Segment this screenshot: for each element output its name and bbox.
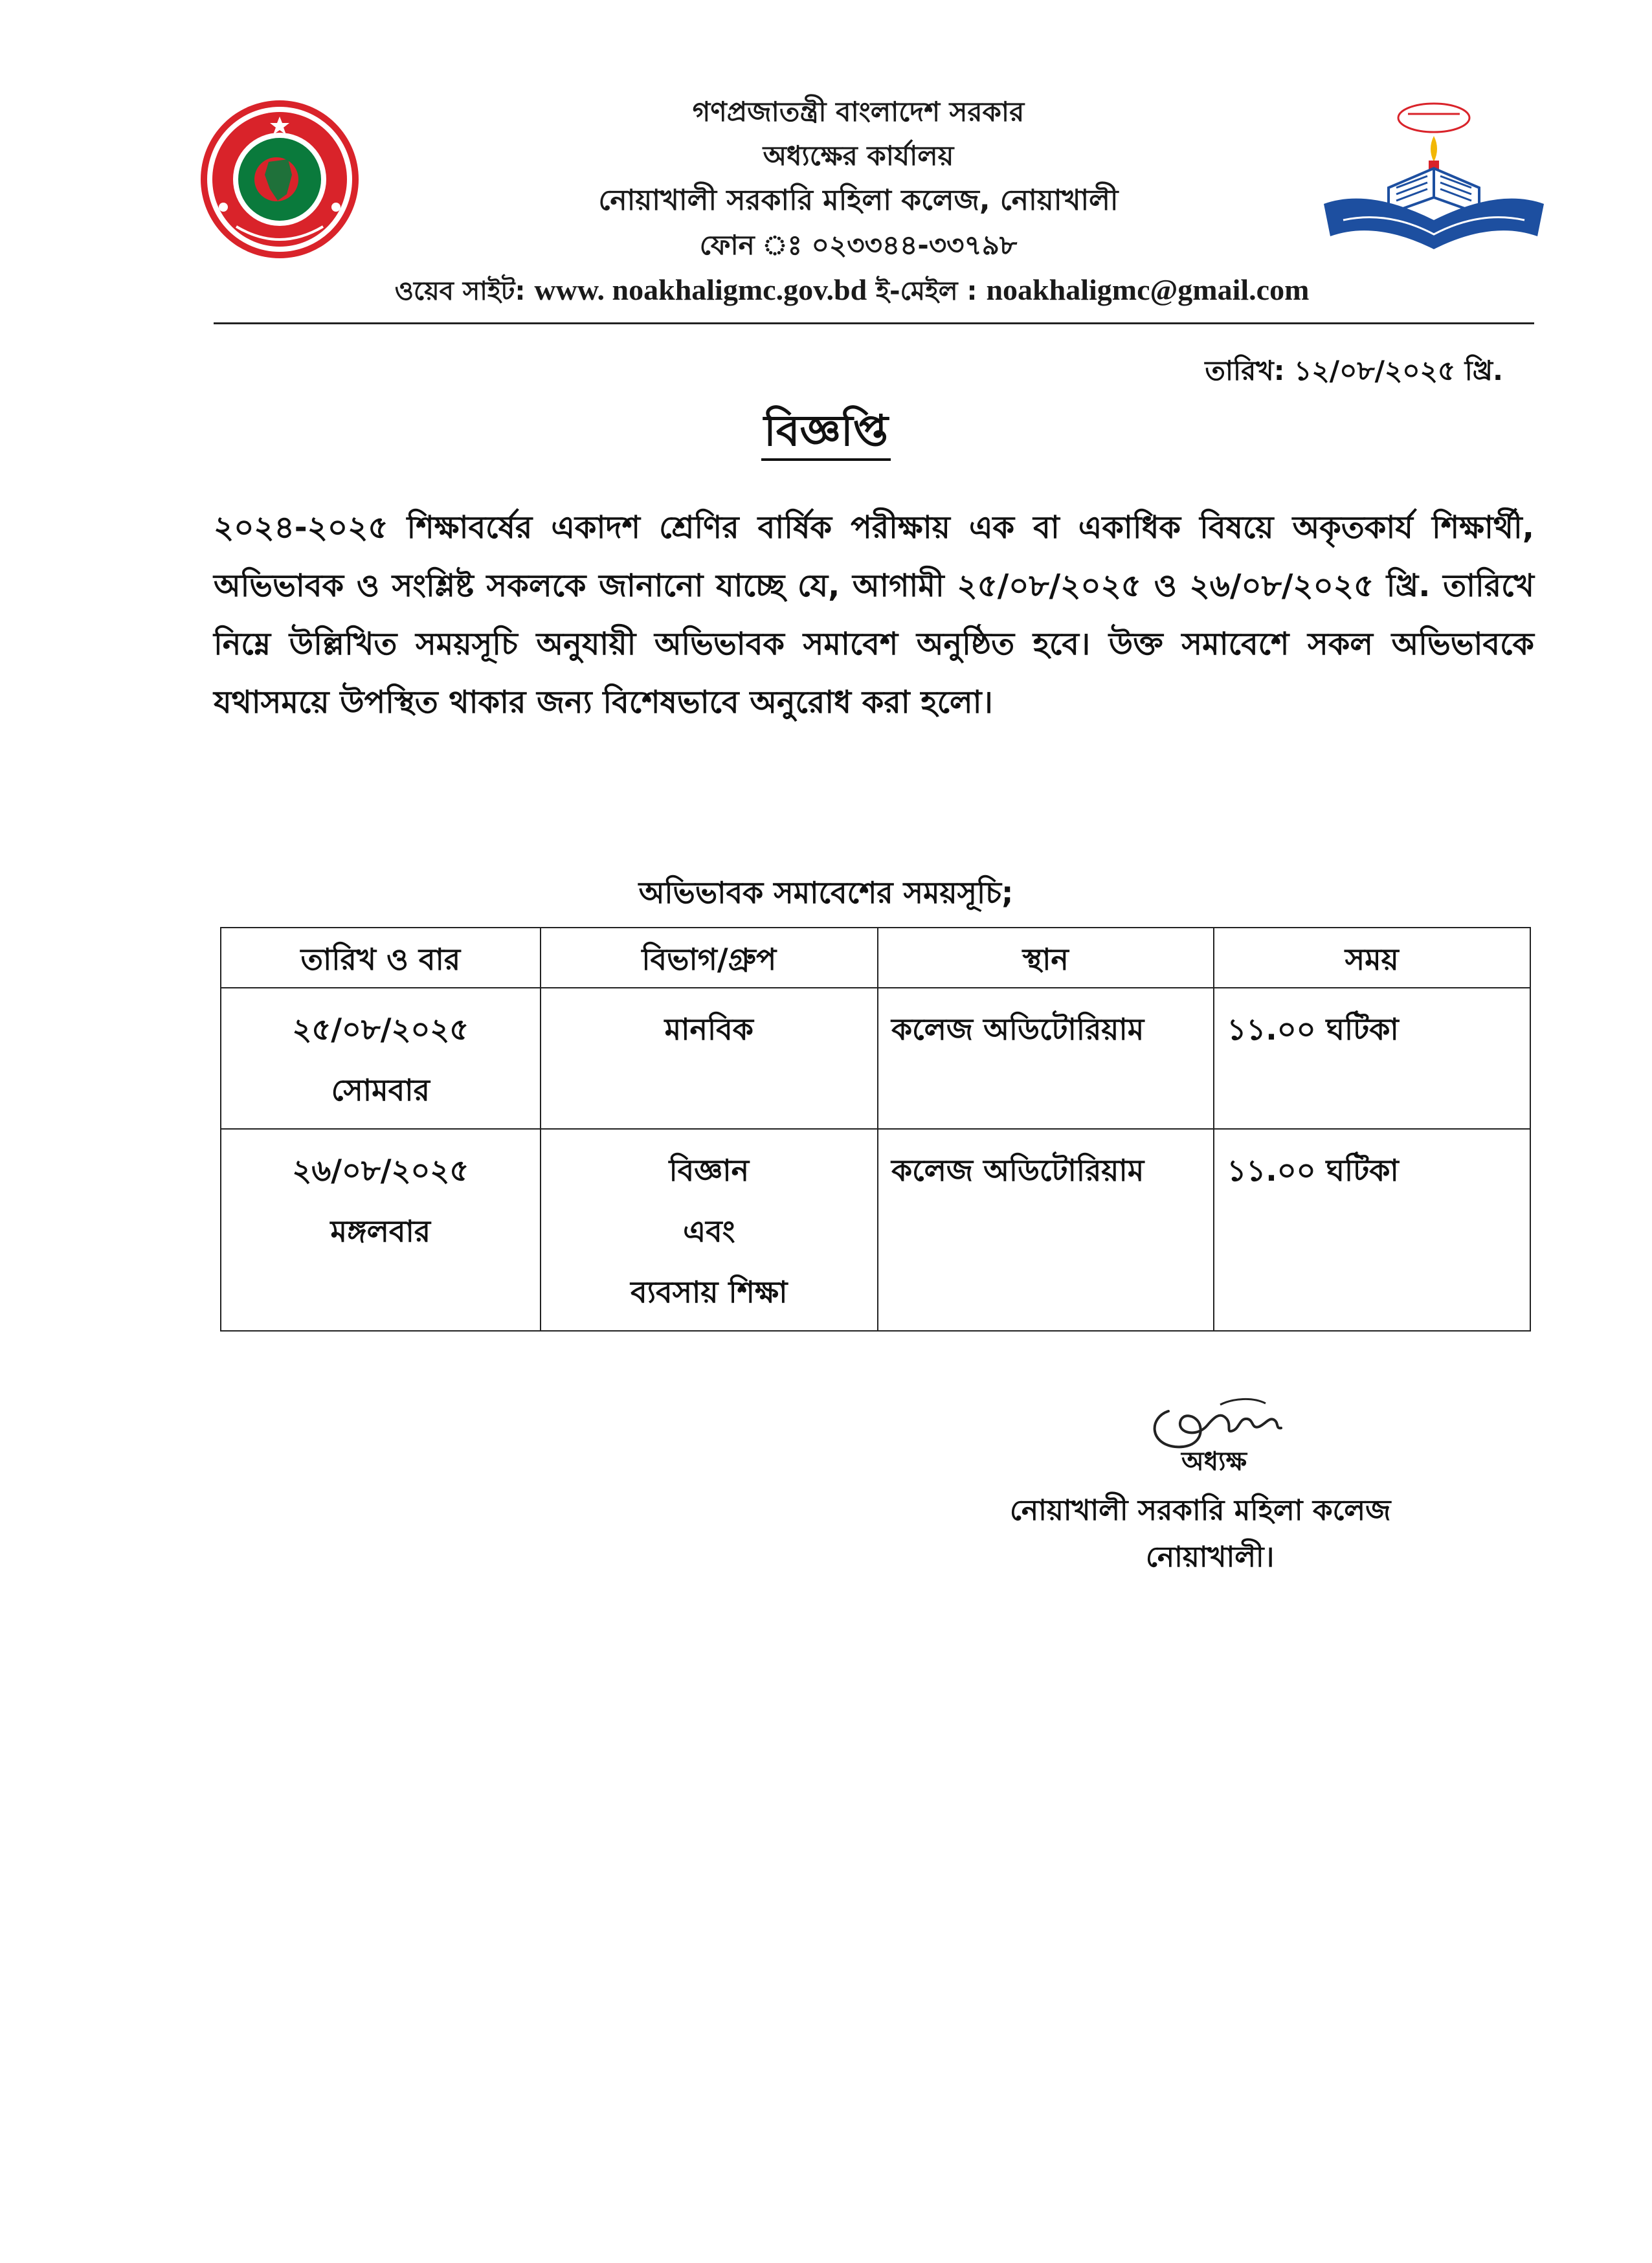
- row-group-line: মানবিক: [664, 1012, 753, 1047]
- email-link[interactable]: noakhaligmc@gmail.com: [986, 273, 1310, 306]
- row-group-line: বিজ্ঞান: [669, 1153, 750, 1188]
- cell-venue: কলেজ অডিটোরিয়াম: [878, 1129, 1214, 1331]
- email-label: ই-মেইল :: [876, 276, 977, 306]
- website-label: ওয়েব সাইট:: [394, 276, 526, 306]
- schedule-title: অভিভাবক সমাবেশের সময়সূচি;: [638, 875, 1014, 910]
- header-phone: ফোন ঃ ০২৩৩৪৪-৩৩৭৯৮: [699, 229, 1018, 261]
- cell-group: [541, 988, 878, 1129]
- row-day: মঙ্গলবার: [330, 1214, 431, 1249]
- cell-date: [221, 1129, 541, 1331]
- cell-time: ১১.০০ ঘটিকা: [1214, 1129, 1530, 1331]
- header-contact-line: [26, 271, 1652, 314]
- row-group-line: ব্যবসায় শিক্ষা: [631, 1275, 788, 1310]
- signature-block: [1010, 1385, 1463, 1599]
- cell-venue: কলেজ অডিটোরিয়াম: [878, 988, 1214, 1129]
- col-header-group: বিভাগ/গ্রুপ: [541, 928, 878, 988]
- col-header-date: তারিখ ও বার: [221, 928, 541, 988]
- row-date: ২৫/০৮/২০২৫: [292, 1012, 469, 1047]
- website-link[interactable]: www. noakhaligmc.gov.bd: [534, 273, 867, 306]
- notice-title: [0, 398, 1652, 469]
- cell-time: ১১.০০ ঘটিকা: [1214, 988, 1530, 1129]
- signatory-place: নোয়াখালী।: [1146, 1541, 1275, 1574]
- header-govt-name: গণপ্রজাতন্ত্রী বাংলাদেশ সরকার: [692, 96, 1025, 128]
- signatory-role: অধ্যক্ষ: [1181, 1447, 1247, 1477]
- header-college-name: নোয়াখালী সরকারি মহিলা কলেজ, নোয়াখালী: [598, 184, 1119, 217]
- row-date: ২৬/০৮/২০২৫: [292, 1153, 469, 1188]
- notice-title-text: বিজ্ঞপ্তি: [761, 406, 891, 461]
- schedule-table: [220, 927, 1531, 1332]
- cell-group: [541, 1129, 878, 1331]
- header-divider: [214, 322, 1534, 324]
- col-header-time: সময়: [1214, 928, 1530, 988]
- row-day: সোমবার: [331, 1073, 430, 1108]
- row-group-line: এবং: [683, 1214, 735, 1249]
- header-office-name: অধ্যক্ষের কার্যালয়: [763, 140, 954, 172]
- notice-date: তারিখ: ১২/০৮/২০২৫ খ্রি.: [1205, 355, 1503, 386]
- cell-date: [221, 988, 541, 1129]
- signatory-college: নোয়াখালী সরকারি মহিলা কলেজ: [1010, 1494, 1391, 1527]
- table-row: [221, 1129, 1530, 1331]
- schedule-header-row: [221, 928, 1530, 988]
- col-header-venue: স্থান: [878, 928, 1214, 988]
- table-row: [221, 988, 1530, 1129]
- notice-body: ২০২৪-২০২৫ শিক্ষাবর্ষের একাদশ শ্রেণির বার্ষিক পরীক্ষায় এক বা একাধিক বিষয়ে অকৃতকার্য শিক্ষার্থী, অভিভাবক ও সংশ্লিষ্ট সকলকে জানানো যাচ্ছে যে, আগামী ২৫/০৮/২০২৫ ও ২৬/০৮/২০২৫ খ্রি. তারিখে নিম্নে উল্লিখিত সময়সূচি অনুযায়ী অভিভাবক সমাবেশ অনুষ্ঠিত হবে। উক্ত সমাবেশে সকল অভিভাবকে যথাসময়ে উপস্থিত থাকার জন্য বিশেষভাবে অনুরোধ করা হলো।: [214, 509, 1534, 720]
